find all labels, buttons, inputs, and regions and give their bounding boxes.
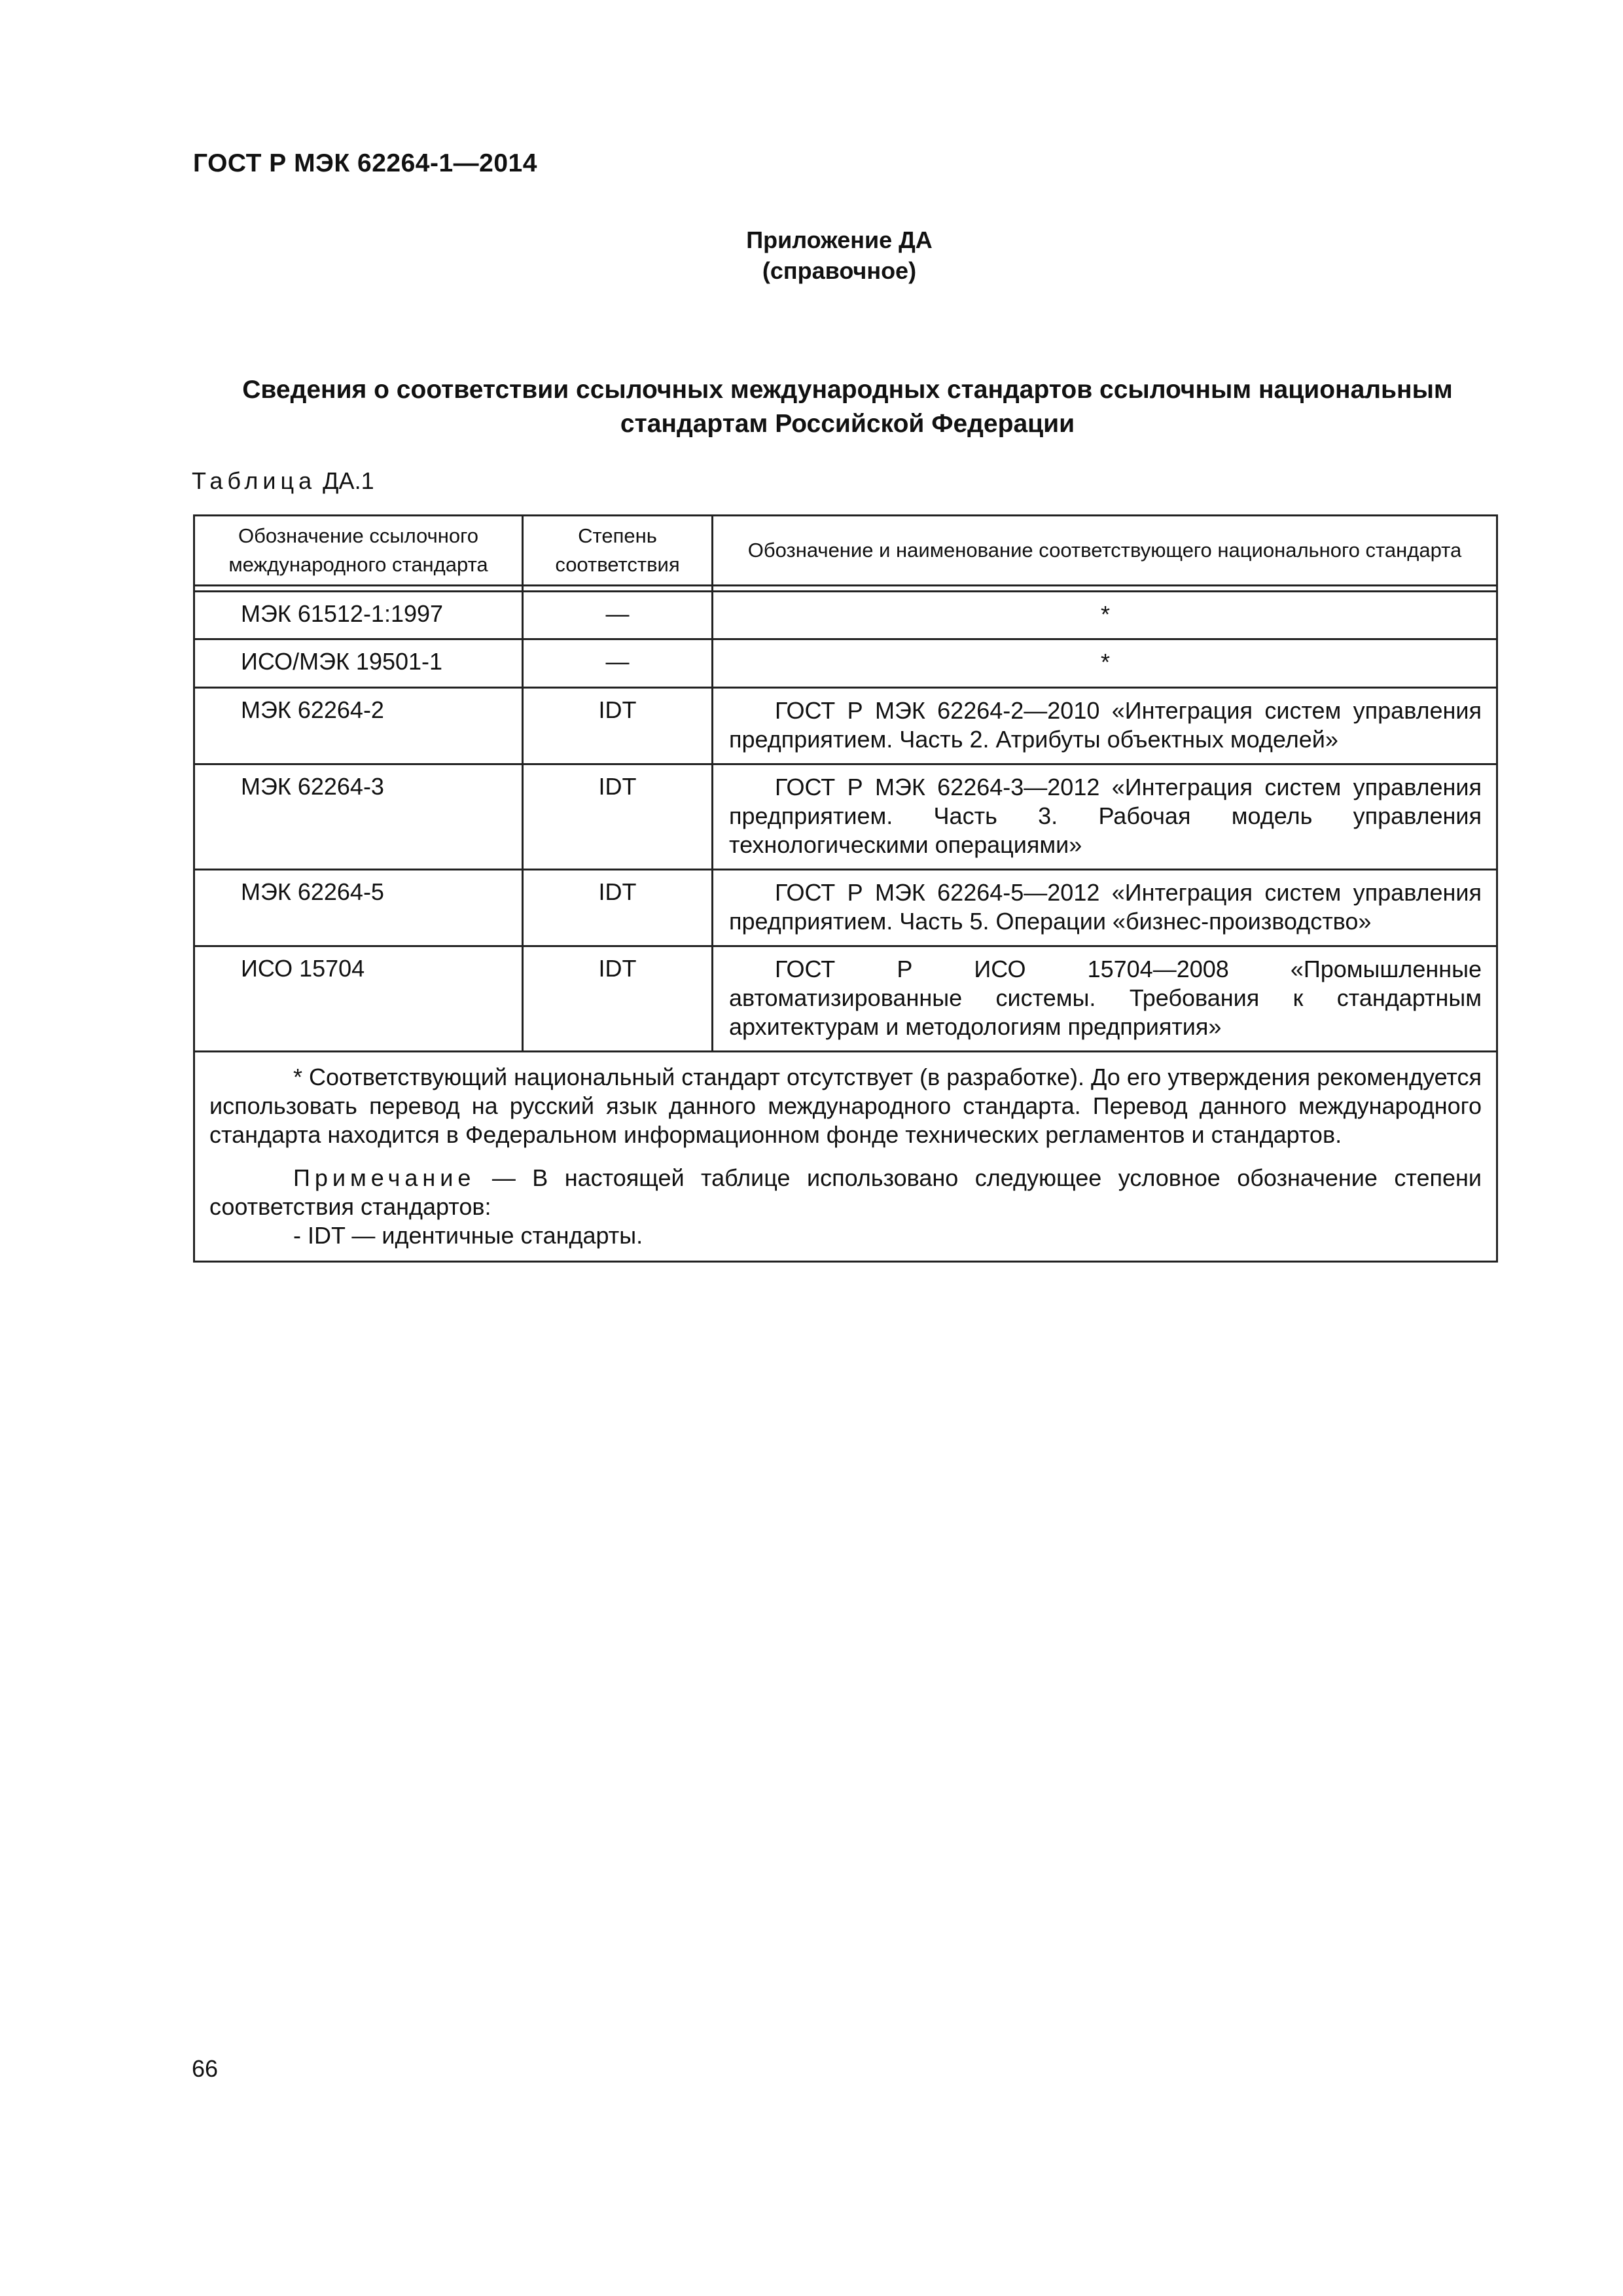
table-label-number: ДА.1 — [323, 467, 374, 494]
cell-ref: МЭК 61512-1:1997 — [194, 592, 523, 639]
table-row — [194, 592, 1497, 639]
heading-line-2: стандартам Российской Федерации — [620, 410, 1075, 438]
section-heading — [193, 373, 1502, 441]
page-number: 66 — [192, 2055, 219, 2082]
cell-national: * — [713, 592, 1497, 639]
cell-degree: IDT — [523, 946, 713, 1052]
cell-ref: ИСО/МЭК 19501-1 — [194, 639, 523, 688]
cell-national: ГОСТ Р МЭК 62264-2—2010 «Интеграция систем управления предприятием. Часть 2. Атрибуты объектных моделей» — [713, 688, 1497, 764]
cell-ref: МЭК 62264-3 — [194, 764, 523, 870]
footnote-text: * Соответствующий национальный стандарт отсутствует (в разработке). До его утверждения рекомендуется использовать перевод на русский язык данного международного стандарта. Перевод данного международного стандарта находится в Федеральном информационном фонде технических регламентов и стандартов. — [209, 1064, 1482, 1148]
header-double-rule — [194, 586, 1497, 592]
note-label: Примечание — [293, 1164, 476, 1191]
table-footnote-row — [194, 1052, 1497, 1262]
column-header-degree: Степень соответствия — [523, 516, 713, 586]
table-label — [192, 467, 374, 495]
table-footnote-cell — [194, 1052, 1497, 1262]
table-row — [194, 639, 1497, 688]
table-row — [194, 870, 1497, 946]
cell-national: * — [713, 639, 1497, 688]
note-text: — В настоящей таблице использовано следующее условное обозначение степени соответствия стандартов: — [209, 1164, 1482, 1220]
column-header-ref: Обозначение ссылочного международного стандарта — [194, 516, 523, 586]
annex-title: Приложение ДА — [746, 226, 933, 253]
cell-degree: IDT — [523, 688, 713, 764]
table-note — [209, 1164, 1482, 1221]
document-code: ГОСТ Р МЭК 62264-1—2014 — [193, 149, 537, 177]
table-header-row — [194, 516, 1497, 586]
cell-degree: — — [523, 639, 713, 688]
annex-status: (справочное) — [762, 257, 917, 284]
cell-degree: IDT — [523, 870, 713, 946]
cell-degree: — — [523, 592, 713, 639]
column-header-national: Обозначение и наименование соответствующего национального стандарта — [713, 516, 1497, 586]
cell-national: ГОСТ Р МЭК 62264-3—2012 «Интеграция систем управления предприятием. Часть 3. Рабочая модель управления технологическими операциями» — [713, 764, 1497, 870]
cell-national: ГОСТ Р МЭК 62264-5—2012 «Интеграция систем управления предприятием. Часть 5. Операции «бизнес-производство» — [713, 870, 1497, 946]
table-row — [194, 946, 1497, 1052]
table-label-prefix: Таблица — [192, 467, 317, 494]
cell-national: ГОСТ Р ИСО 15704—2008 «Промышленные автоматизированные системы. Требования к стандартным архитектурам и методологиям предприятия» — [713, 946, 1497, 1052]
note-item: - IDT — идентичные стандарты. — [293, 1222, 643, 1249]
table-row — [194, 764, 1497, 870]
standards-table — [193, 514, 1498, 1263]
cell-degree: IDT — [523, 764, 713, 870]
cell-ref: ИСО 15704 — [194, 946, 523, 1052]
heading-line-1: Сведения о соответствии ссылочных международных стандартов ссылочным национальным — [242, 376, 1453, 404]
table-row — [194, 688, 1497, 764]
cell-ref: МЭК 62264-5 — [194, 870, 523, 946]
cell-ref: МЭК 62264-2 — [194, 688, 523, 764]
